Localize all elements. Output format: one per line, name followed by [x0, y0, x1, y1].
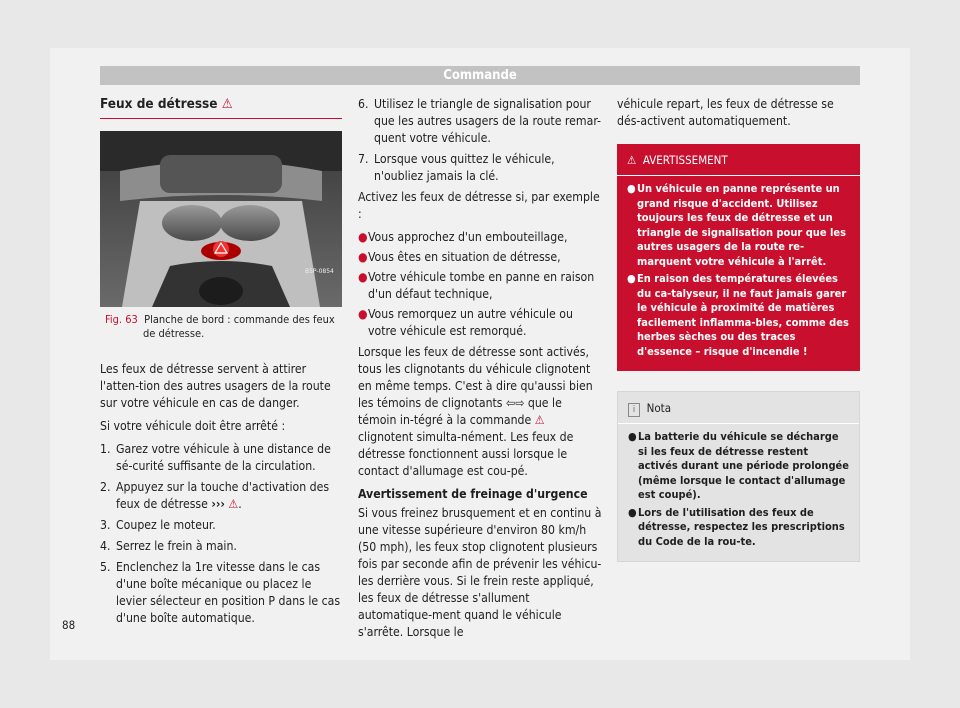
list-item: 3. Coupez le moteur.: [100, 518, 216, 532]
warning-triangle-icon: ⚠: [221, 96, 233, 112]
warning-header: ⚠ AVERTISSEMENT: [617, 144, 860, 176]
bullet-icon: ●: [358, 307, 368, 321]
list-item: 1. Garez votre véhicule à une distance de sé-curité suffisante de la circulation.: [100, 442, 331, 473]
page-number: 88: [62, 618, 76, 632]
warning-triangle-icon: ⚠: [627, 153, 637, 167]
column-1: [100, 96, 342, 631]
list-item: ● Vous approchez d'un embouteillage,: [358, 230, 568, 244]
section-title: Feux de détresse ⚠: [100, 96, 342, 119]
stop-paragraph: Si votre véhicule doit être arrêté :: [100, 419, 286, 433]
list-item: ● Lors de l'utilisation des feux de détresse, respectez les prescriptions du Code de la rou-te.: [628, 505, 845, 548]
list-item: 7. Lorsque vous quittez le véhicule, n'oubliez jamais la clé.: [358, 152, 555, 183]
note-header: i Nota: [618, 392, 859, 424]
turn-signal-icons: ⇦⇨: [506, 396, 525, 410]
note-list: [628, 430, 849, 549]
list-item: ● Vous êtes en situation de détresse,: [358, 250, 561, 264]
list-item: 2. Appuyez sur la touche d'activation des feux de détresse ››› ⚠.: [100, 480, 330, 511]
bullet-icon: ●: [358, 270, 368, 284]
hazard-switch-photo: [100, 131, 342, 307]
warning-box: [617, 144, 860, 371]
reference-arrows-icon[interactable]: ›››: [211, 497, 225, 511]
continuation-paragraph: véhicule repart, les feux de détresse se dés-activent automatiquement.: [617, 97, 834, 128]
list-item: ● La batterie du véhicule se décharge si les feux de détresse restent activés durant une période prolongée (même lorsque le contact d'allumage est coupé).: [628, 430, 849, 501]
figure-caption: Fig. 63 Planche de bord : commande des feux de détresse.: [105, 313, 335, 340]
column-3: [617, 96, 860, 562]
bullet-icon: ●: [628, 430, 637, 443]
examples-intro: Activez les feux de détresse si, par exemple :: [358, 190, 600, 221]
figure-code: B5P-0854: [305, 268, 334, 275]
list-item: 6. Utilisez le triangle de signalisation pour que les autres usagers de la route remar-quent votre véhicule.: [358, 97, 601, 145]
examples-list: [358, 229, 602, 340]
warning-list: [627, 182, 850, 359]
steps-list-1: [100, 441, 342, 627]
steps-list-2: [358, 96, 602, 185]
intro-paragraph: Les feux de détresse servent à attirer l'atten-tion des autres usagers de la route sur votre véhicule en cas de danger.: [100, 362, 331, 410]
info-icon: i: [628, 403, 640, 417]
dashboard-figure: [100, 131, 342, 307]
note-box: [617, 391, 860, 562]
list-item: ● En raison des températures élevées du ca-talyseur, il ne faut jamais garer le véhicule à proximité de matières facilement inflamma-bles, comme des herbes sèches ou des traces d'essence – risque d'incendie !: [627, 272, 849, 358]
list-item: ● Vous remorquez un autre véhicule ou votre véhicule est remorqué.: [358, 307, 573, 338]
bullet-icon: ●: [358, 250, 368, 264]
bullet-icon: ●: [627, 272, 636, 285]
bullet-icon: ●: [358, 230, 368, 244]
chapter-header: Commande: [100, 66, 860, 85]
list-item: 5. Enclenchez la 1re vitesse dans le cas d'une boîte mécanique ou placez le levier sélecteur en position P dans le cas d'une boîte automatique.: [100, 560, 341, 625]
bullet-icon: ●: [627, 182, 636, 195]
warning-triangle-icon: ⚠: [534, 413, 545, 427]
brake-paragraph: Si vous freinez brusquement et en continu à une vitesse supérieure d'environ 80 km/h (50 mph), les feux stop clignotent plusieurs fois par seconde afin de prévenir les véhicu-les derrière vous. Si le frein reste appliqué, les feux de détresse s'allument automatique-ment quand le véhicule s'arrête. Lorsque le: [358, 506, 602, 639]
list-item: 4. Serrez le frein à main.: [100, 539, 237, 553]
list-item: ● Votre véhicule tombe en panne en raison d'un défaut technique,: [358, 270, 595, 301]
active-paragraph: Lorsque les feux de détresse sont activés, tous les clignotants du véhicule clignotent en même temps. C'est à dire qu'aussi bien les témoins de clignotants ⇦⇨ que le témoin in-tégré à la commande ⚠ clignotent simulta-nément. Les feux de détresse fonctionnent aussi lorsque le contact d'allumage est cou-pé.: [358, 345, 593, 478]
bullet-icon: ●: [628, 505, 637, 519]
column-2: [358, 96, 602, 647]
warning-triangle-icon: ⚠: [228, 497, 239, 511]
subheading: Avertissement de freinage d'urgence: [358, 487, 588, 501]
list-item: ● Un véhicule en panne représente un grand risque d'accident. Utilisez toujours les feux de détresse et un triangle de signalisation pour que les autres usagers de la route re-marquent votre véhicule à l'arrêt.: [627, 182, 846, 268]
